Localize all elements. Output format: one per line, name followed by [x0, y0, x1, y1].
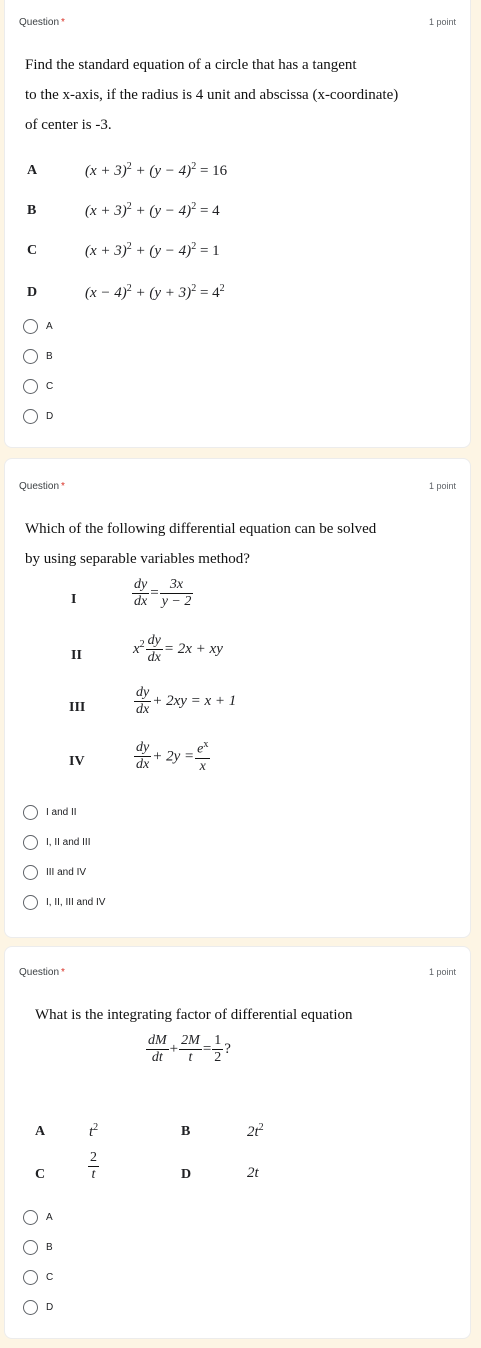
- radio-circle[interactable]: [23, 379, 38, 394]
- option-key-a: A: [35, 1124, 46, 1139]
- radio-circle[interactable]: [23, 805, 38, 820]
- radio-option-all[interactable]: [23, 892, 105, 912]
- eq-part: + 2y =: [152, 748, 195, 765]
- equation-d: [85, 283, 225, 302]
- question-points: 1 point: [428, 481, 456, 491]
- option-key-b: B: [27, 203, 37, 218]
- radio-label: I, II and III: [46, 836, 91, 848]
- eq-sup: 2: [93, 1122, 99, 1133]
- question-text-line: to the x-axis, if the radius is 4 unit and abscissa (x-coordinate): [25, 87, 399, 103]
- equation-ii: [133, 633, 223, 666]
- radio-option-b[interactable]: [23, 1237, 53, 1257]
- equation-i: [131, 577, 194, 610]
- required-asterisk: *: [61, 481, 65, 492]
- option-value-a: [89, 1122, 98, 1141]
- eq-sup: 2: [191, 241, 197, 252]
- question-label: [19, 17, 65, 28]
- fraction: [212, 1033, 223, 1066]
- eq-part: (x + 3): [85, 203, 127, 219]
- radio-circle[interactable]: [23, 835, 38, 850]
- question-label: [19, 481, 65, 492]
- fraction: [134, 740, 151, 773]
- question-label-text: Question: [19, 967, 60, 978]
- option-key-b: B: [181, 1124, 191, 1139]
- fraction-den: dx: [136, 702, 150, 718]
- fraction-den: x: [199, 758, 206, 774]
- eq-sup: 2: [191, 161, 197, 172]
- radio-circle[interactable]: [23, 865, 38, 880]
- eq-sup: 2: [258, 1122, 264, 1133]
- fraction-den: dx: [147, 650, 161, 666]
- fraction: [146, 633, 163, 666]
- required-asterisk: *: [61, 967, 65, 978]
- equation-c: [85, 241, 220, 260]
- eq-part: = 1: [196, 243, 220, 259]
- radio-label: D: [46, 410, 54, 422]
- option-value-b: [247, 1122, 264, 1141]
- fraction: [160, 577, 194, 610]
- radio-label: C: [46, 380, 54, 392]
- eq-part: t: [89, 1124, 94, 1140]
- eq-sup: 2: [126, 283, 132, 294]
- question-points: 1 point: [428, 967, 456, 977]
- fraction-num: dy: [134, 740, 151, 757]
- radio-label: B: [46, 1241, 53, 1253]
- equation-b: [85, 201, 220, 220]
- eq-sup: 2: [191, 283, 197, 294]
- eq-part: + (y − 4): [131, 203, 192, 219]
- option-key-c: C: [35, 1167, 46, 1182]
- eq-part: (x − 4): [85, 285, 127, 301]
- fraction-num: dy: [132, 577, 149, 594]
- radio-option-iii-and-iv[interactable]: [23, 862, 86, 882]
- fraction-num: dM: [146, 1033, 169, 1050]
- question-label-text: Question: [19, 17, 60, 28]
- question-label-text: Question: [19, 481, 60, 492]
- radio-circle[interactable]: [23, 1270, 38, 1285]
- fraction-num: 1: [212, 1033, 223, 1050]
- eq-sup: 2: [126, 201, 132, 212]
- radio-circle[interactable]: [23, 1210, 38, 1225]
- radio-label: I, II, III and IV: [46, 896, 106, 908]
- option-key-d: D: [181, 1167, 192, 1182]
- fraction-den: dt: [151, 1050, 163, 1066]
- fraction-den: t: [188, 1050, 193, 1066]
- fraction: [179, 1033, 202, 1066]
- fraction-num: dy: [146, 633, 163, 650]
- question-text-line: Find the standard equation of a circle that has a tangent: [25, 57, 357, 73]
- fraction-num: e: [197, 741, 204, 757]
- fraction-den: y − 2: [161, 594, 192, 610]
- option-value-d: [247, 1165, 259, 1182]
- question-text-line: Which of the following differential equation can be solved: [25, 521, 377, 537]
- radio-label: III and IV: [46, 866, 87, 878]
- radio-option-c[interactable]: [23, 376, 53, 396]
- fraction: [195, 739, 210, 775]
- eq-sup: 2: [191, 201, 197, 212]
- radio-option-b[interactable]: [23, 346, 53, 366]
- eq-sup: 2: [219, 283, 225, 294]
- option-value-c: [87, 1150, 100, 1183]
- question-text-line: of center is -3.: [25, 117, 112, 133]
- fraction-den: dx: [134, 594, 148, 610]
- equation-iii: [133, 685, 236, 718]
- eq-sup: x: [203, 739, 209, 750]
- eq-part: =: [150, 585, 159, 602]
- radio-circle[interactable]: [23, 349, 38, 364]
- eq-sup: 2: [139, 639, 145, 651]
- radio-option-d[interactable]: [23, 406, 53, 426]
- eq-sup: 2: [126, 241, 132, 252]
- radio-label: B: [46, 350, 53, 362]
- eq-part: =: [202, 1041, 212, 1058]
- eq-part: = 4: [196, 203, 220, 219]
- radio-label: A: [46, 1211, 53, 1223]
- radio-circle[interactable]: [23, 319, 38, 334]
- radio-label: C: [46, 1271, 54, 1283]
- item-key-i: I: [71, 592, 77, 607]
- fraction: [146, 1033, 169, 1066]
- option-key-a: A: [27, 163, 38, 178]
- required-asterisk: *: [61, 17, 65, 28]
- radio-label: D: [46, 1301, 54, 1313]
- question-text-line: What is the integrating factor of differential equation: [35, 1007, 353, 1023]
- eq-part: = 16: [196, 163, 228, 179]
- radio-option-i-and-ii[interactable]: [23, 802, 77, 822]
- fraction: [88, 1150, 99, 1183]
- fraction-den: 2: [214, 1050, 222, 1066]
- eq-part: (x + 3): [85, 243, 127, 259]
- radio-option-i-ii-iii[interactable]: [23, 832, 90, 852]
- eq-part: 2t: [247, 1165, 259, 1181]
- option-key-d: D: [27, 285, 38, 300]
- radio-circle[interactable]: [23, 1300, 38, 1315]
- radio-circle[interactable]: [23, 409, 38, 424]
- fraction-den: t: [91, 1167, 96, 1183]
- question-label: [19, 967, 65, 978]
- fraction-den: dx: [136, 757, 150, 773]
- radio-option-a[interactable]: [23, 1207, 53, 1227]
- question-points: 1 point: [428, 17, 456, 27]
- item-key-iii: III: [69, 700, 86, 715]
- eq-part: + (y − 4): [131, 243, 192, 259]
- item-key-ii: II: [71, 648, 82, 663]
- eq-part: 2t: [247, 1124, 259, 1140]
- question-card-2: [4, 458, 471, 938]
- question-card-1: [4, 0, 471, 448]
- radio-label: I and II: [46, 806, 77, 818]
- option-key-c: C: [27, 243, 38, 258]
- eq-part: +: [169, 1041, 179, 1058]
- eq-part: = 4: [196, 285, 220, 301]
- equation-iv: [133, 739, 211, 775]
- question-text-line: by using separable variables method?: [25, 551, 250, 567]
- eq-part: ?: [224, 1041, 231, 1058]
- eq-part: + (y + 3): [131, 285, 192, 301]
- eq-part: = 2x + xy: [163, 641, 223, 658]
- radio-option-c[interactable]: [23, 1267, 53, 1287]
- fraction: [132, 577, 149, 610]
- eq-part: + 2xy = x + 1: [152, 693, 237, 710]
- fraction: [134, 685, 151, 718]
- fraction-num: 2M: [179, 1033, 202, 1050]
- radio-circle[interactable]: [23, 1240, 38, 1255]
- item-key-iv: IV: [69, 754, 85, 769]
- main-equation: [145, 1033, 231, 1066]
- radio-option-d[interactable]: [23, 1297, 53, 1317]
- eq-part: (x + 3): [85, 163, 127, 179]
- eq-part: + (y − 4): [131, 163, 192, 179]
- eq-sup: 2: [126, 161, 132, 172]
- question-card-3: [4, 946, 471, 1339]
- radio-label: A: [46, 320, 53, 332]
- radio-circle[interactable]: [23, 895, 38, 910]
- fraction-num: 3x: [160, 577, 194, 594]
- equation-a: [85, 161, 227, 180]
- radio-option-a[interactable]: [23, 316, 53, 336]
- fraction-num: 2: [88, 1150, 99, 1167]
- eq-part: x: [133, 641, 140, 658]
- fraction-num: dy: [134, 685, 151, 702]
